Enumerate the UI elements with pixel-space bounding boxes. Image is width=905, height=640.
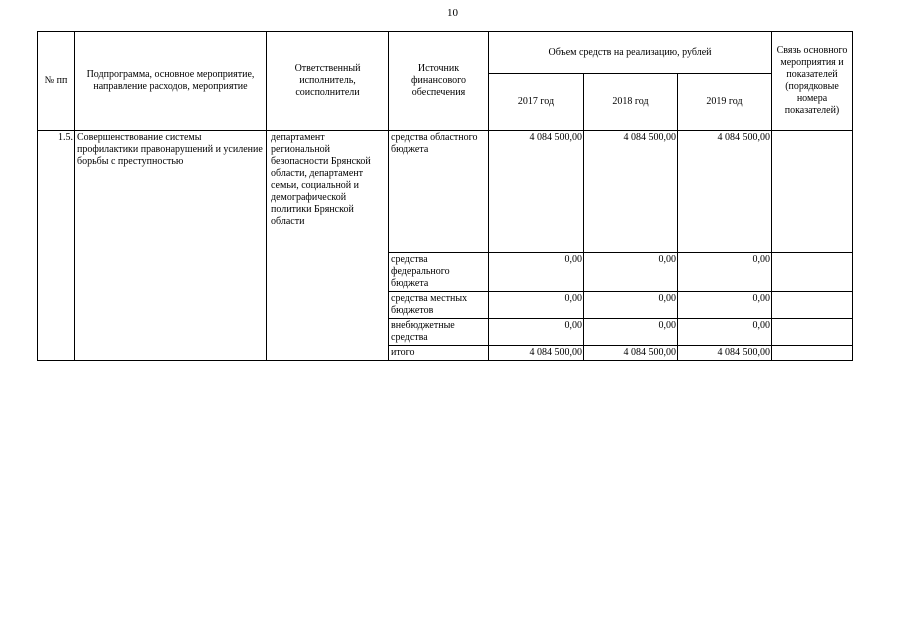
source-cell: внебюджетные средства	[389, 319, 489, 346]
budget-table	[37, 31, 853, 361]
source-cell: средства местных бюджетов	[389, 292, 489, 319]
value-2019: 0,00	[678, 292, 772, 319]
source-cell: средства областного бюджета	[389, 131, 489, 253]
value-2017: 0,00	[489, 253, 584, 292]
total-2019: 4 084 500,00	[678, 346, 772, 361]
link-cell	[772, 319, 853, 346]
total-2017: 4 084 500,00	[489, 346, 584, 361]
value-2019: 0,00	[678, 253, 772, 292]
value-2018: 0,00	[584, 253, 678, 292]
value-2019: 0,00	[678, 319, 772, 346]
value-2017: 0,00	[489, 292, 584, 319]
value-2018: 0,00	[584, 292, 678, 319]
item-subprogram: Совершенствование системы профилактики правонарушений и усиление борьбы с преступностью	[75, 131, 267, 361]
header-source: Источник финансового обеспечения	[389, 32, 489, 131]
value-2018: 4 084 500,00	[584, 131, 678, 253]
header-year-2019: 2019 год	[678, 74, 772, 131]
source-cell: средства федерального бюджета	[389, 253, 489, 292]
link-cell	[772, 346, 853, 361]
header-volume: Объем средств на реализацию, рублей	[489, 32, 772, 74]
value-2018: 0,00	[584, 319, 678, 346]
header-link: Связь основного мероприятия и показателей (порядковые номера показателей)	[772, 32, 853, 131]
header-responsible: Ответственный исполнитель, соисполнители	[267, 32, 389, 131]
value-2017: 0,00	[489, 319, 584, 346]
header-year-2017: 2017 год	[489, 74, 584, 131]
link-cell	[772, 253, 853, 292]
page-number: 10	[447, 7, 458, 19]
item-responsible: департамент региональной безопасности Брянской области, департамент семьи, социальной и демографической политики Брянской области	[267, 131, 389, 361]
total-label: итого	[389, 346, 489, 361]
header-subprogram: Подпрограмма, основное мероприятие, направление расходов, мероприятие	[75, 32, 267, 131]
header-year-2018: 2018 год	[584, 74, 678, 131]
value-2017: 4 084 500,00	[489, 131, 584, 253]
link-cell	[772, 131, 853, 253]
header-num: № пп	[38, 32, 75, 131]
item-number: 1.5.	[38, 131, 75, 361]
table-row	[38, 131, 853, 253]
link-cell	[772, 292, 853, 319]
total-2018: 4 084 500,00	[584, 346, 678, 361]
value-2019: 4 084 500,00	[678, 131, 772, 253]
